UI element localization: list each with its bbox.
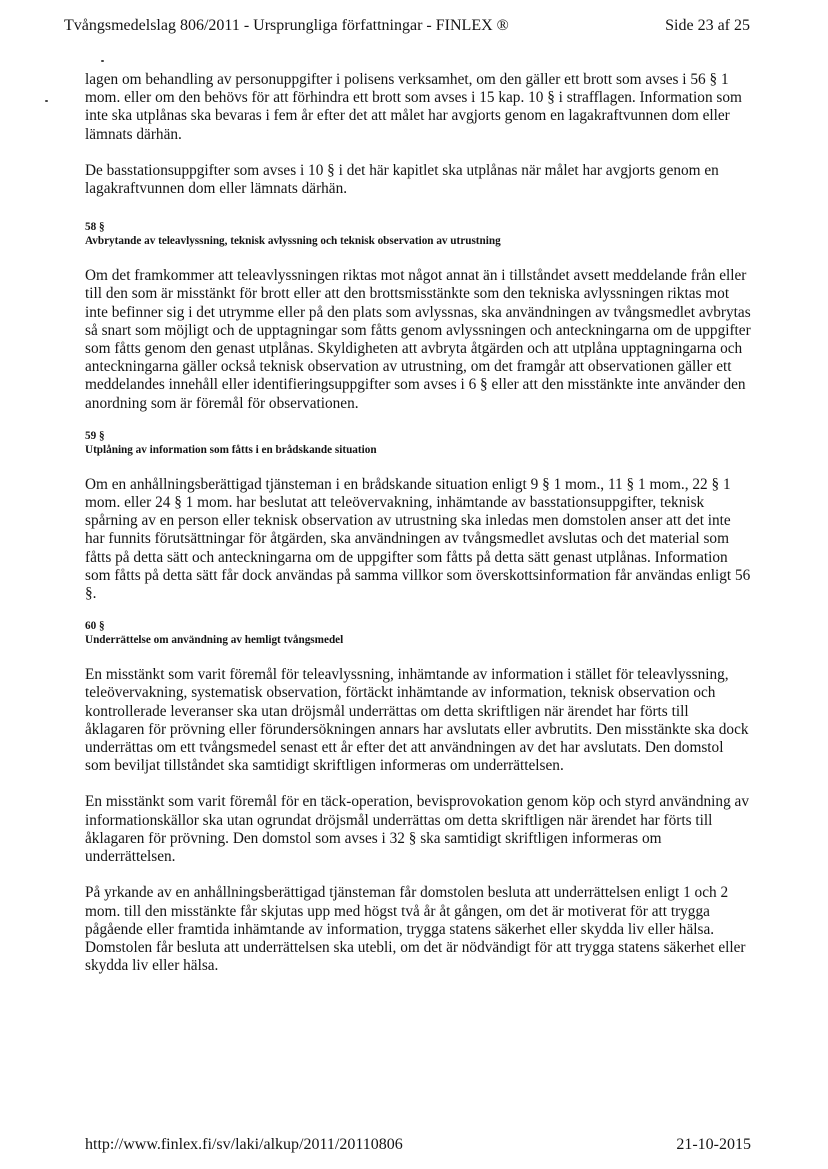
paragraph: De basstationsuppgifter som avses i 10 § i det här kapitlet ska utplånas när målet har avgjorts genom en lagakraftvunnen dom eller lämnats därhän. [85, 161, 719, 198]
paragraph: Om det framkommer att teleavlyssningen riktas mot något annat än i tillståndet avsett meddelande från eller till den som är misstänkt för brott eller att den brottsmisstänkte som den tekniska avlyssningen riktas mot inte befinner sig i det utrymme eller på den plats som avlyssnas, ska användningen av tvångsmedlet avbrytas så snart som möjligt och de upptagningar som fåtts genom avlyssningen och anteckningarna om de uppgifter som fåtts genom den genast utplånas. Skyldigheten att avbryta åtgärden och att utplåna upptagningarna och anteckningarna gäller också teknisk observation av utrustning, om det framgår att observationen gäller ett meddelandes innehåll eller identifieringsuppgifter som avses i 6 § eller att den misstänkte inte använder den anordning som är föremål för observationen. [85, 267, 751, 412]
section-58 [85, 220, 751, 413]
section-number: 58 § [85, 221, 105, 234]
header-title: Tvångsmedelslag 806/2011 - Ursprungliga författningar - FINLEX ® [64, 17, 509, 34]
print-date: 21-10-2015 [676, 1136, 751, 1153]
main-content [85, 71, 751, 975]
section-title: Utplåning av information som fåtts i en brådskande situation [85, 443, 377, 456]
paragraph: Om en anhållningsberättigad tjänsteman i en brådskande situation enligt 9 § 1 mom., 11 § 1 mom., 22 § 1 mom. eller 24 § 1 mom. har beslutat att teleövervakning, inhämtande av basstationsuppgifter, teknisk spårning av en person eller teknisk observation av utrustning ska inledas men domstolen anser att det inte har funnits förutsättningar för åtgärden, ska användningen av tvångsmedlet avslutas och det material som fåtts på detta sätt och anteckningarna om de uppgifter som fåtts på detta sätt genast utplånas. Information som fåtts på detta sätt får dock användas på samma villkor som överskottsinformation får användas enligt 56 §. [85, 475, 751, 603]
section-number: 59 § [85, 429, 105, 442]
section-title: Avbrytande av teleavlyssning, teknisk avlyssning och teknisk observation av utrustning [85, 235, 501, 248]
paragraph: På yrkande av en anhållningsberättigad tjänsteman får domstolen besluta att underrättelsen enligt 1 och 2 mom. till den misstänkte får skjutas upp med högst två år åt gången, om det är motiverat för att trygga pågående eller framtida inhämtande av information, trygga statens säkerhet eller skydda liv eller hälsa. Domstolen får besluta att underrättelsen ska utebli, om det är nödvändigt för att trygga statens säkerhet eller skydda liv eller hälsa. [85, 884, 746, 975]
section-60 [85, 619, 751, 975]
source-url: http://www.finlex.fi/sv/laki/alkup/2011/20110806 [85, 1136, 403, 1153]
section-number: 60 § [85, 620, 105, 633]
paragraph: lagen om behandling av personuppgifter i polisens verksamhet, om den gäller ett brott som avses i 56 § 1 mom. eller om den behövs för att förhindra ett brott som avses i 15 kap. 10 § i strafflagen. Information som inte ska utplånas ska bevaras i fem år efter det att målet har avgjorts genom en lagakraftvunnen dom eller lämnats därhän. [85, 71, 742, 143]
scan-speck [101, 60, 104, 62]
section-title: Underrättelse om användning av hemligt tvångsmedel [85, 634, 344, 647]
section-59 [85, 429, 751, 603]
scan-speck [45, 100, 48, 102]
page-header [64, 14, 750, 38]
paragraph: En misstänkt som varit föremål för en täck-operation, bevisprovokation genom köp och styrd användning av informationskällor ska utan ogrundat dröjsmål underrättas om detta skriftligen när ärendet har förts till åklagaren för prövning. Den domstol som avses i 32 § ska samtidigt skriftligen informeras om underrättelsen. [85, 793, 749, 866]
page-number: Side 23 af 25 [665, 17, 750, 34]
page-footer [85, 1133, 751, 1157]
paragraph: En misstänkt som varit föremål för teleavlyssning, inhämtande av information i stället för teleavlyssning, teleövervakning, systematisk observation, förtäckt inhämtande av information, teknisk observation och kontrollerade leveranser ska utan dröjsmål underrättas om detta skriftligen när ärendet har förts till åklagaren för prövning eller förundersökningen annars har avslutats eller avbrutits. Den misstänkte ska dock underrättas om ett tvångsmedel senast ett år efter det att användningen av det har avslutats. Den domstol som beviljat tillståndet ska samtidigt skriftligen informeras om underrättelsen. [85, 666, 749, 775]
